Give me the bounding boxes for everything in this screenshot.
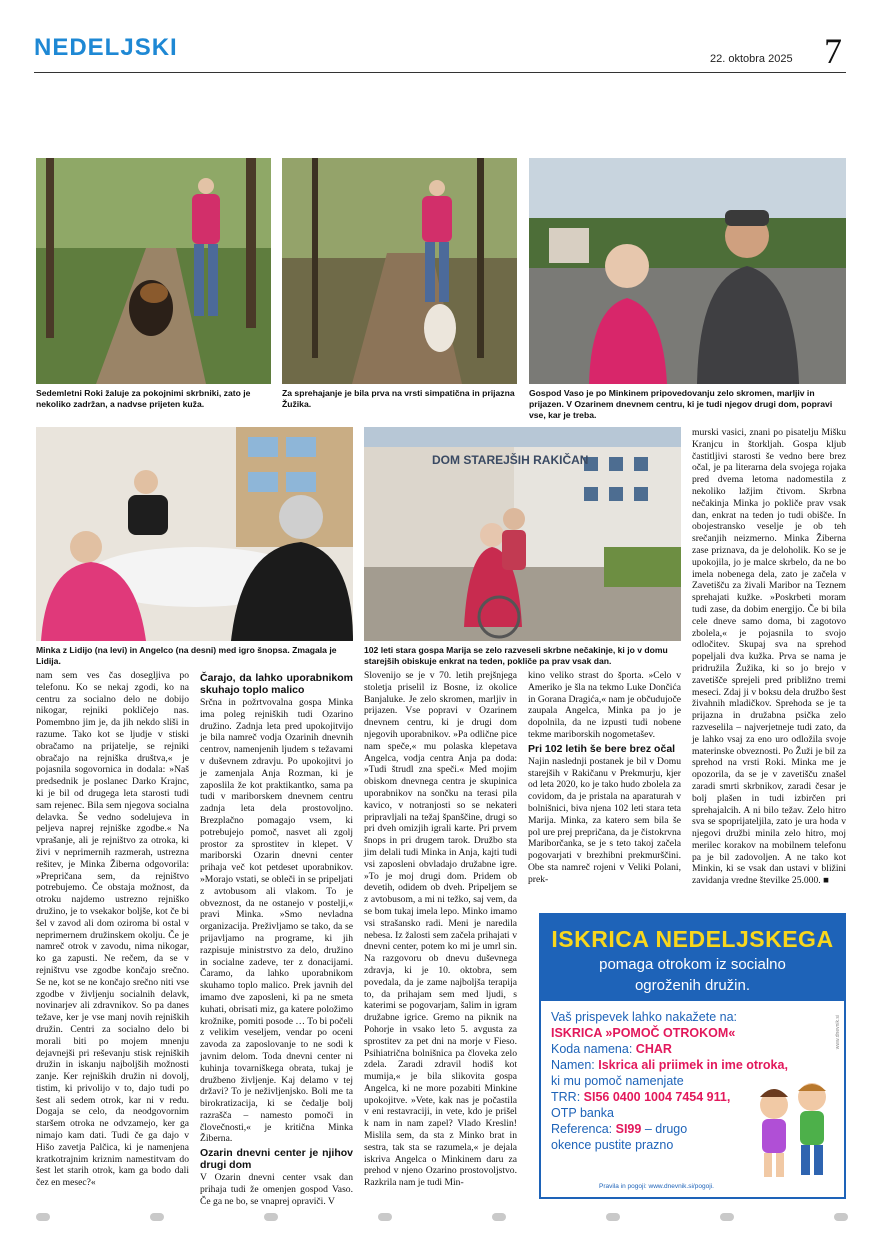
registration-mark [36,1213,50,1221]
masthead: NEDELJSKI [34,34,178,61]
subheading: Čarajo, da lahko uporabnikom skuhajo toplo malico [200,672,353,696]
photo-caption: Minka z Lidijo (na levi) in Angelco (na desni) med igro šnopsa. Zmagala je Lidija. [36,645,337,666]
ad-account-name: ISKRICA »POMOČ OTROKOM« [551,1026,736,1040]
article-paragraph: Srčna in požrtvovalna gospa Minka ima poleg rejniških tudi Ozarino družino. Zadnja leta pred upokojitvijo je bila namreč vodja Ozarinih dnevnih centrov, namenjenih ljudem s težavami v duševnem zdravju. Po upokojitvi jo je zamenjala Anja Rozman, ki je zaposlila že kot praktikantko, sama pa tudi v mariborskem dnevnem centru zadnja leta dela prostovoljno. Brezplačno pomagajo vsem, ki potrebujejo pomoč, nasvet ali zgolj prostor za sprostitev in klepet. V mariborski Ozarin dnevni center prihaja več kot petdeset uporabnikov. »Morajo vstati, se obleči in se pripeljati z avtobusom ali vlakom. To je obveznost, da ne ostanejo v postelji,« pravi Minka. »Smo nevladna organizacija. Preživljamo se tako, da se prijavljamo na programe, ki jih razpisuje ministrstvo za delo, družino in socialne zadeve, ter z donacijami. Čaramo, da lahko uporabnikom skuhamo toplo malico. Prek javnih del imamo dve zaposleni, ki pa ne smeta kuhati, obrisati miz, ga katere položimo krožnike, pomiti posode … To bi počeli z velikim veseljem, vendar po oceni zavoda za zaposlovanje to ne sodi k javnim delom. Toda dnevni center ni kuhinja tovarniškega obrata, tukaj je družbeno življenje. Kaj delamo v tej državi? To je neživljenjsko. Boli me ta birokratizacija, ki se čedalje bolj razrašča – namesto pomoči in človečnosti,« je kritična Minka Žiberna. [200,697,353,1145]
issue-date: 22. oktobra 2025 [710,53,793,65]
ad-side-url: www.dnevnik.si [835,1015,841,1050]
registration-mark [150,1213,164,1221]
children-illustration [746,1075,841,1185]
article-paragraph: V Ozarin dnevni center vsak dan prihaja tudi že omenjen gospod Vaso. Če ga ne bo, se vnaprej opraviči. V [200,1172,353,1207]
article-paragraph: kino veliko strast do športa. »Celo v Ameriko je šla na tekmo Luke Dončića in Gorana Dragića,« nam je občudujoče zaupala Angelca, Minka pa jo je dopolnila, da ne izpusti tudi nobene tekme mariborskih nogometašev. [528,670,681,740]
ad-line: ki mu pomoč namenjate [551,1074,684,1088]
ad-subtitle: pomaga otrokom iz socialno [599,956,786,973]
registration-mark [264,1213,278,1221]
photo-caption: Za sprehajanje je bila prva na vrsti simpatična in prijazna Žužika. [282,388,515,409]
ad-line: OTP banka [551,1106,615,1120]
page-number: 7 [824,31,842,71]
ad-line: Vaš prispevek lahko nakažete na: [551,1010,737,1024]
article-column-4 [528,670,681,886]
photo-retirement-home [364,427,681,641]
article-paragraph: murski vasici, znani po pisatelju Mišku Kranjcu in štorkljah. Gospa kljub častitljivi starosti še vedno bere brez očal, je pa literarna dela svojega rojaka pred dvema letoma nadomestila z nekoliko lažjim čtivom. Skrbna nečakinja Minka jo pokliče prav vsak dan, enkrat na teden jo tudi obišče. In obojestransko veselje je ob teh srečanjih neizmerno. Minka Žiberna zase priznava, da je deloholik. Ko se je upokojila, jo je malce skrbelo, da ne bo imela nobenega dela, zato je začela v Zavetišču za živali Maribor na Teznem sprehajati kužke. »Poskrbeti moram tudi zase, da dobim energijo. Če bi bila cele dneve samo doma, bi zagotovo zbolela,« je pojasnila to svojo odločitev. Skupaj sva na sprehod popeljali dva kužka. Prva se nama je pridružila Žužika, ki so jo brejo v zavetišče sprejeli pred približno tremi meseci. Zdaj ji v boksu dela družbo šest živahnih mladičkov. Sprehoda se je ta prijazna in družabna psička zelo razveselila – najverjetneje tudi zato, da je lahko vsaj za eno uro odložila svoje materinske obveznosti. Po Žuži je bil za sprehod na vrsti Roki. Minka me je opozorila, da se je v zavetišču znašel zaradi smrti skrbnikov, zaradi česar je bolj plašen in tudi izbirčen pri sprehajalcih. A ni bilo težav. Zelo hitro sva se spoprijateljila, zato je ura hoda v njegovi družbi minila zelo hitro, moj merilec korakov na mobilnem telefonu pa je bil zadovoljen. A ne tako kot Minkin, ki se vsak dan ustavi v bližini zavidanja vredne številke 25.000. ■ [692,427,846,887]
photo-caption: Sedemletni Roki žaluje za pokojnimi skrbniki, zato je nekoliko zadržan, a nadvse prijeten kuža. [36,388,251,409]
photo-dog-zuzika [282,158,517,384]
article-column-1 [36,670,189,1189]
article-column-2 [200,670,353,1208]
photo-card-game [36,427,353,641]
photo-dog-roki [36,158,271,384]
header-rule [34,72,846,73]
photo-vaso [529,158,846,384]
article-column-3 [364,670,517,1189]
ad-line: Namen: Iskrica ali priimek in ime otroka, [551,1058,788,1072]
ad-line: okence pustite prazno [551,1138,674,1152]
ad-line: TRR: SI56 0400 1004 7454 911, [551,1090,731,1104]
article-paragraph: nam sem ves čas dosegljiva po telefonu. Ko se nekaj zgodi, ko na centru za socialno delo ne dobijo nikogar, rejniki pokličejo nas. Pomembno jim je, da jih nekdo sliši in razume. Tako kot se ljudje v stiski obračamo na prijatelje, se rejniki obračajo na rejniška društva,« je pojasnila sogovornica in dodala: »Naš predsednik je poslanec Darko Krajnc, ki je bil od drugega leta starosti tudi sam rejenec. Bila sem njegova socialna delavka. Še vedno sodelujeva in peljeva naprej rejniške zgodbe.« Na vprašanje, ali je rejništvo za otroka, ki živi v neprimernih razmerah, ustrezna rešitev, je Minka Žiberna odgovorila: »Prepričana sem, da rejništvo potrebujemo. Če obstaja možnost, da otroku najdemo ustrezno rejniško družino, je to vsekakor boljše, kot če bi šel v zavod ali dom oziroma bi ostal v neprimernem družinskem okolju. Če je namreč otrok v zavodu, nima nikogar, ko ga zapusti. Ne rečem, da se v rejništvu vse zgodbe končajo srečno. Se ne, kot se ne končajo srečno niti vse zgodbe v življenju socialnih delavk, novinarjev ali zdravnikov. So pa danes težave, ker je vse manj novih rejniških družin. Centri za socialno delo bi morali biti po mojem mnenju dejavnejši pri reševanju stisk rejniških družin in iskanju najboljših možnosti zanje. Ker rejniških družin ni dovolj, tistim, ki privolijo v to, dajo tudi po šest ali sedem otrok, kar ni v redu. Dogaja se celo, da neodgovornim staršem otroka ne odvzamejo, ker ga nimajo kam dati. Tudi če ga dajo v Hišo zavetja Palčica, ki je namenjena kratkotrajnim kriznim namestitvam do šest let starih otrok, kam ga bodo dali čez en mesec?« [36,670,189,1189]
ad-subtitle: ogroženih družin. [634,977,751,994]
registration-mark [606,1213,620,1221]
photo-caption: Gospod Vaso je po Minkinem pripovedovanju zelo skromen, marljiv in prijazen. V Ozarinem dnevnem centru, ki je tudi njegov drugi dom, popravi vse, kar je treba. [529,388,833,420]
ad-footer: Pravila in pogoji: www.dnevnik.si/pogoji. [599,1183,714,1190]
ad-title: ISKRICA NEDELJSKEGA [551,926,834,952]
registration-mark [378,1213,392,1221]
ad-line: Referenca: SI99 – drugo [551,1122,688,1136]
iskrica-ad [539,913,846,1199]
building-sign: DOM STAREJŠIH RAKIČAN [432,453,589,467]
subheading: Pri 102 letih še bere brez očal [528,742,676,755]
article-column-5 [692,427,846,887]
registration-mark [492,1213,506,1221]
ad-line: Koda namena: CHAR [551,1042,672,1056]
registration-mark [720,1213,734,1221]
subheading: Ozarin dnevni center je njihov drugi dom [200,1147,353,1172]
registration-mark [834,1213,848,1221]
article-paragraph: Slovenijo se je v 70. letih prejšnjega stoletja priselil iz Bosne, iz okolice Banjaluke. Je zelo skromen, marljiv in prijazen. Vse popravi v Ozarinem dnevnem centru, ki je drugi dom njegovih uporabnikov. »Pa odlične pice nam speče,« mu polaska klepetava Angelca, vodja centra Anja pa doda: »Tudi štrudl zna speči.« Med mojim obiskom dnevnega centra je skupinica uporabnikov na sončku na terasi pila kavico, v notranjosti so se nekateri pripravljali na težaj španščine, drugi so pri dveh omizjih igrali karte. Pri prvem šnops in pri drugem tarok. Družbo sta jim delali tudi Minka in Anja, kajti tudi vsi zaposleni obvladajo družabne igre. »To je moj drugi dom. Pridem ob devetih, odidem ob dveh. Pripeljem se z avtobusom, a mi ni težko, saj vem, da se bom tukaj imela lepo. Minko imamo vsi strašansko radi. Meni je naredila nebesa. Iz žalosti sem začela prihajati v dnevni center, potem ko mi je umrl sin. Na razgovoru ob dnevu duševnega zdravja, ki je 10. oktobra, sem povedala, da je zame najboljša terapija to, da prihajam sem med ljudi, s katerimi se pogovarjam, šalim in igram družabne igrice. Gremo na piknik na Pohorje in vsako leto 5. avgusta za sprostitev za pet dni na morje v Fieso. Psihiatrična bolnišnica pa človeka zelo zdela. Zaradi zdravil hodiš kot mumija,« je bila slikovita gospa Angelca, ki ne more pozabiti Minkine upokojitve. »Vete, kak nas je počastila v eni restavraciji, in vete, kdo je prišel k nam in nam zapel? Vlado Kreslin! Mislila sem, da sta z Minko brat in sestra, tak sta se razumela,« je dejala iskriva Angelca o Minkinem daru za prehod v njeno Ozarino prostovoljstvo. Razkrila nam je tudi Min- [364,670,517,1189]
article-paragraph: Najin naslednji postanek je bil v Domu starejših v Rakičanu v Prekmurju, kjer od leta 2020, ko je tako hudo zbolela za covidom, da je pristala na aparaturah v bolnišnici, biva njena 102 leti stara teta Marija. Minka, za katero sem bila še pol ure prej prepričana, da je čistokrvna Mariborčanka, se je s teto takoj začela pogovarjati v brezhibni prekmurščini. Obe sta namreč rojeni v Veliki Polani, prek- [528,755,681,885]
photo-caption: 102 leti stara gospa Marija se zelo razveseli skrbne nečakinje, ki jo v domu starejših obiskuje enkrat na teden, pokliče pa prav vsak dan. [364,645,668,666]
ad-banner [541,915,844,1001]
